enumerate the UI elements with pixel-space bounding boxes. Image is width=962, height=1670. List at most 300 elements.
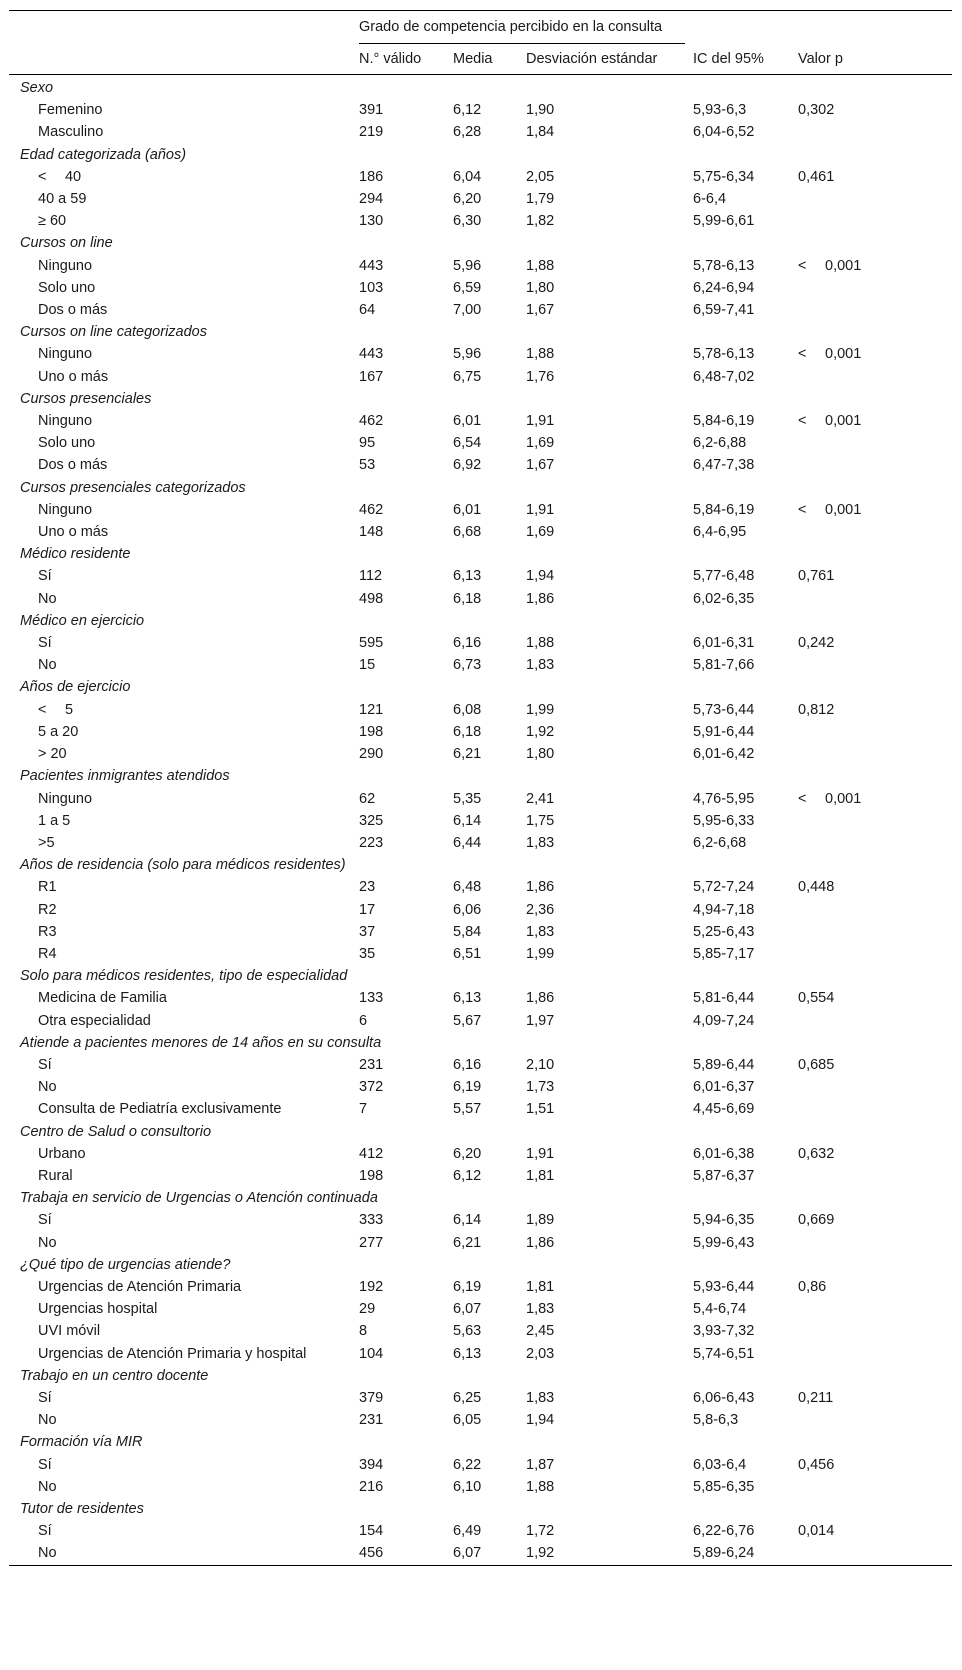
n-valido-cell: 62 bbox=[359, 790, 376, 807]
n-valido-cell: 462 bbox=[359, 501, 384, 518]
valor-p-cell bbox=[790, 1476, 952, 1498]
category-row bbox=[9, 1431, 952, 1453]
ic95-cell: 6,2-6,88 bbox=[693, 435, 747, 452]
row-label: R1 bbox=[38, 879, 57, 896]
valor-p-cell bbox=[790, 1343, 952, 1365]
category-row bbox=[9, 1032, 952, 1054]
media-cell: 6,04 bbox=[453, 168, 482, 185]
ic95-cell: 5,93-6,44 bbox=[693, 1278, 755, 1295]
desviacion-cell: 1,73 bbox=[526, 1079, 555, 1096]
n-valido-cell: 37 bbox=[359, 923, 376, 940]
category-row bbox=[9, 676, 952, 698]
ic95-cell: 5,78-6,13 bbox=[693, 346, 755, 363]
category-title: Pacientes inmigrantes atendidos bbox=[20, 768, 230, 785]
desviacion-cell: 1,76 bbox=[526, 368, 555, 385]
ic95-cell: 5,99-6,43 bbox=[693, 1234, 755, 1251]
row-label: 5 a 20 bbox=[38, 723, 79, 740]
media-cell: 6,18 bbox=[453, 590, 482, 607]
media-cell: 6,14 bbox=[453, 812, 482, 829]
row-label: >5 bbox=[38, 834, 55, 851]
ic95-cell: 5,87-6,37 bbox=[693, 1167, 755, 1184]
table-row bbox=[9, 899, 952, 921]
desviacion-cell: 1,81 bbox=[526, 1167, 555, 1184]
category-title: Trabaja en servicio de Urgencias o Atención continuada bbox=[20, 1190, 378, 1207]
desviacion-cell: 1,84 bbox=[526, 124, 555, 141]
ic95-cell: 5,81-6,44 bbox=[693, 990, 755, 1007]
table-row bbox=[9, 454, 952, 476]
category-title: Médico en ejercicio bbox=[20, 612, 145, 629]
ic95-cell: 5,85-6,35 bbox=[693, 1478, 755, 1495]
n-valido-cell: 216 bbox=[359, 1478, 384, 1495]
row-label: Urbano bbox=[38, 1145, 86, 1162]
n-valido-cell: 6 bbox=[359, 1012, 368, 1029]
table-row bbox=[9, 654, 952, 676]
n-valido-cell: 290 bbox=[359, 746, 384, 763]
ic95-cell: 4,45-6,69 bbox=[693, 1101, 755, 1118]
n-valido-cell: 148 bbox=[359, 524, 384, 541]
media-cell: 6,44 bbox=[453, 834, 482, 851]
valor-p-cell: 0,456 bbox=[798, 1456, 835, 1473]
row-label: Sí bbox=[38, 635, 52, 652]
ic95-cell: 5,77-6,48 bbox=[693, 568, 755, 585]
desviacion-cell: 1,99 bbox=[526, 701, 555, 718]
column-header-valor-p: Valor p bbox=[790, 44, 952, 75]
row-label: Sí bbox=[38, 1456, 52, 1473]
desviacion-cell: 1,67 bbox=[526, 457, 555, 474]
table-row bbox=[9, 921, 952, 943]
n-valido-cell: 231 bbox=[359, 1412, 384, 1429]
desviacion-cell: 1,92 bbox=[526, 723, 555, 740]
row-label: Medicina de Familia bbox=[38, 990, 167, 1007]
valor-p-cell: 0,014 bbox=[798, 1523, 835, 1540]
valor-p-cell bbox=[790, 743, 952, 765]
n-valido-cell: 64 bbox=[359, 302, 376, 319]
ic95-cell: 5,78-6,13 bbox=[693, 257, 755, 274]
ic95-cell: 5,74-6,51 bbox=[693, 1345, 755, 1362]
desviacion-cell: 1,67 bbox=[526, 302, 555, 319]
ic95-cell: 6,04-6,52 bbox=[693, 124, 755, 141]
media-cell: 5,96 bbox=[453, 257, 482, 274]
row-label: > 20 bbox=[38, 746, 67, 763]
row-label: Ninguno bbox=[38, 501, 93, 518]
valor-p-cell: 0,554 bbox=[798, 990, 835, 1007]
valor-p-cell bbox=[790, 654, 952, 676]
n-valido-cell: 277 bbox=[359, 1234, 384, 1251]
n-valido-cell: 8 bbox=[359, 1323, 368, 1340]
media-cell: 6,10 bbox=[453, 1478, 482, 1495]
column-header-ic95: IC del 95% bbox=[685, 44, 790, 75]
media-cell: 5,96 bbox=[453, 346, 482, 363]
row-label: No bbox=[38, 657, 57, 674]
valor-p-cell: 0,448 bbox=[798, 879, 835, 896]
n-valido-cell: 231 bbox=[359, 1056, 384, 1073]
desviacion-cell: 1,94 bbox=[526, 1412, 555, 1429]
row-label: Ninguno bbox=[38, 790, 93, 807]
media-cell: 6,19 bbox=[453, 1278, 482, 1295]
desviacion-cell: 1,88 bbox=[526, 1478, 555, 1495]
table-row bbox=[9, 432, 952, 454]
n-valido-cell: 443 bbox=[359, 346, 384, 363]
table-row bbox=[9, 1542, 952, 1565]
ic95-cell: 6,47-7,38 bbox=[693, 457, 755, 474]
table-row bbox=[9, 943, 952, 965]
category-title: Sexo bbox=[20, 80, 54, 96]
ic95-cell: 6,59-7,41 bbox=[693, 302, 755, 319]
row-label: < 40 bbox=[38, 168, 82, 185]
table-row bbox=[9, 410, 952, 432]
category-row bbox=[9, 854, 952, 876]
row-label: ≥ 60 bbox=[38, 213, 67, 230]
valor-p-cell: 0,302 bbox=[798, 102, 835, 119]
row-label: Uno o más bbox=[38, 368, 109, 385]
n-valido-cell: 53 bbox=[359, 457, 376, 474]
desviacion-cell: 1,80 bbox=[526, 746, 555, 763]
category-row bbox=[9, 388, 952, 410]
row-label: Ninguno bbox=[38, 257, 93, 274]
desviacion-cell: 1,91 bbox=[526, 1145, 555, 1162]
table-row bbox=[9, 99, 952, 121]
category-row bbox=[9, 965, 952, 987]
valor-p-cell bbox=[790, 277, 952, 299]
category-title: Años de ejercicio bbox=[20, 679, 131, 696]
ic95-cell: 6,06-6,43 bbox=[693, 1389, 755, 1406]
desviacion-cell: 1,83 bbox=[526, 1301, 555, 1318]
category-row bbox=[9, 477, 952, 499]
table-row bbox=[9, 343, 952, 365]
desviacion-cell: 1,91 bbox=[526, 413, 555, 430]
results-table-container bbox=[9, 10, 952, 1566]
table-row bbox=[9, 1454, 952, 1476]
ic95-cell: 4,94-7,18 bbox=[693, 901, 755, 918]
valor-p-cell: 0,632 bbox=[798, 1145, 835, 1162]
n-valido-cell: 95 bbox=[359, 435, 376, 452]
category-title: Tutor de residentes bbox=[20, 1501, 144, 1517]
ic95-cell: 6,03-6,4 bbox=[693, 1456, 747, 1473]
row-label: Rural bbox=[38, 1167, 73, 1184]
valor-p-cell: < 0,001 bbox=[798, 501, 862, 518]
n-valido-cell: 498 bbox=[359, 590, 384, 607]
ic95-cell: 6,01-6,42 bbox=[693, 746, 755, 763]
n-valido-cell: 595 bbox=[359, 635, 384, 652]
desviacion-cell: 1,88 bbox=[526, 635, 555, 652]
valor-p-cell bbox=[790, 1232, 952, 1254]
n-valido-cell: 372 bbox=[359, 1079, 384, 1096]
table-row bbox=[9, 565, 952, 587]
media-cell: 6,12 bbox=[453, 102, 482, 119]
desviacion-cell: 1,86 bbox=[526, 1234, 555, 1251]
media-cell: 5,67 bbox=[453, 1012, 482, 1029]
table-row bbox=[9, 1054, 952, 1076]
valor-p-cell bbox=[790, 299, 952, 321]
media-cell: 6,16 bbox=[453, 635, 482, 652]
table-row bbox=[9, 743, 952, 765]
media-cell: 6,51 bbox=[453, 945, 482, 962]
valor-p-cell bbox=[790, 188, 952, 210]
n-valido-cell: 23 bbox=[359, 879, 376, 896]
category-row bbox=[9, 144, 952, 166]
n-valido-cell: 462 bbox=[359, 413, 384, 430]
row-label: 1 a 5 bbox=[38, 812, 71, 829]
n-valido-cell: 17 bbox=[359, 901, 376, 918]
n-valido-cell: 29 bbox=[359, 1301, 376, 1318]
desviacion-cell: 1,51 bbox=[526, 1101, 555, 1118]
media-cell: 6,01 bbox=[453, 501, 482, 518]
row-label: No bbox=[38, 590, 57, 607]
table-row bbox=[9, 1343, 952, 1365]
media-cell: 6,13 bbox=[453, 990, 482, 1007]
desviacion-cell: 1,86 bbox=[526, 590, 555, 607]
row-label: Sí bbox=[38, 1056, 52, 1073]
column-header-media: Media bbox=[445, 44, 518, 75]
valor-p-cell bbox=[790, 1165, 952, 1187]
category-title: Atiende a pacientes menores de 14 años en su consulta bbox=[20, 1034, 382, 1051]
valor-p-cell: 0,86 bbox=[798, 1278, 827, 1295]
row-label: Solo uno bbox=[38, 279, 96, 296]
media-cell: 6,75 bbox=[453, 368, 482, 385]
table-row bbox=[9, 987, 952, 1009]
desviacion-cell: 1,97 bbox=[526, 1012, 555, 1029]
row-label: Femenino bbox=[38, 102, 103, 119]
table-header bbox=[9, 11, 952, 75]
desviacion-cell: 1,89 bbox=[526, 1212, 555, 1229]
n-valido-cell: 198 bbox=[359, 723, 384, 740]
desviacion-cell: 1,83 bbox=[526, 923, 555, 940]
media-cell: 6,07 bbox=[445, 1542, 518, 1565]
valor-p-cell: < 0,001 bbox=[798, 257, 862, 274]
n-valido-cell: 192 bbox=[359, 1278, 384, 1295]
ic95-cell: 4,09-7,24 bbox=[693, 1012, 755, 1029]
category-title: ¿Qué tipo de urgencias atiende? bbox=[20, 1256, 231, 1273]
row-label: Sí bbox=[38, 1212, 52, 1229]
n-valido-cell: 104 bbox=[359, 1345, 384, 1362]
media-cell: 6,21 bbox=[453, 746, 482, 763]
table-row bbox=[9, 1098, 952, 1120]
media-cell: 6,21 bbox=[453, 1234, 482, 1251]
media-cell: 6,59 bbox=[453, 279, 482, 296]
row-label: Dos o más bbox=[38, 302, 108, 319]
ic95-cell: 5,4-6,74 bbox=[693, 1301, 747, 1318]
media-cell: 6,20 bbox=[453, 1145, 482, 1162]
ic95-cell: 6,48-7,02 bbox=[693, 368, 755, 385]
category-title: Cursos on line categorizados bbox=[20, 324, 207, 341]
table-row bbox=[9, 1143, 952, 1165]
desviacion-cell: 1,69 bbox=[526, 435, 555, 452]
category-title: Centro de Salud o consultorio bbox=[20, 1123, 212, 1140]
ic95-cell: 5,95-6,33 bbox=[693, 812, 755, 829]
ic95-cell: 6,02-6,35 bbox=[693, 590, 755, 607]
ic95-cell: 5,73-6,44 bbox=[693, 701, 755, 718]
valor-p-cell: 0,211 bbox=[798, 1389, 834, 1406]
ic95-cell: 6,24-6,94 bbox=[693, 279, 755, 296]
ic95-cell: 5,8-6,3 bbox=[693, 1412, 739, 1429]
media-cell: 5,35 bbox=[453, 790, 482, 807]
ic95-cell: 5,75-6,34 bbox=[693, 168, 755, 185]
table-row bbox=[9, 632, 952, 654]
n-valido-cell: 294 bbox=[359, 191, 384, 208]
table-row bbox=[9, 1165, 952, 1187]
ic95-cell: 6,4-6,95 bbox=[693, 524, 747, 541]
row-label: Dos o más bbox=[38, 457, 108, 474]
ic95-cell: 5,94-6,35 bbox=[693, 1212, 755, 1229]
row-label: Otra especialidad bbox=[38, 1012, 151, 1029]
row-label: No bbox=[38, 1478, 57, 1495]
valor-p-cell: 0,669 bbox=[798, 1212, 835, 1229]
media-cell: 5,57 bbox=[453, 1101, 482, 1118]
valor-p-cell bbox=[790, 1320, 952, 1342]
media-cell: 6,08 bbox=[453, 701, 482, 718]
table-row bbox=[9, 699, 952, 721]
table-row bbox=[9, 366, 952, 388]
ic95-cell: 6-6,4 bbox=[693, 191, 727, 208]
desviacion-cell: 1,80 bbox=[526, 279, 555, 296]
row-label: Ninguno bbox=[38, 413, 93, 430]
valor-p-cell bbox=[790, 454, 952, 476]
ic95-cell: 5,84-6,19 bbox=[693, 413, 755, 430]
media-cell: 6,20 bbox=[453, 191, 482, 208]
row-label: UVI móvil bbox=[38, 1323, 101, 1340]
desviacion-cell: 1,88 bbox=[526, 257, 555, 274]
ic95-cell: 6,22-6,76 bbox=[693, 1523, 755, 1540]
ic95-cell: 5,99-6,61 bbox=[693, 213, 755, 230]
ic95-cell: 5,81-7,66 bbox=[693, 657, 755, 674]
media-cell: 6,18 bbox=[453, 723, 482, 740]
category-row bbox=[9, 1365, 952, 1387]
table-row bbox=[9, 1320, 952, 1342]
n-valido-cell: 112 bbox=[359, 568, 383, 585]
desviacion-cell: 1,99 bbox=[526, 945, 555, 962]
ic95-cell: 5,89-6,44 bbox=[693, 1056, 755, 1073]
ic95-cell: 5,93-6,3 bbox=[693, 102, 747, 119]
category-title: Formación vía MIR bbox=[20, 1434, 143, 1451]
category-row bbox=[9, 765, 952, 787]
n-valido-cell: 412 bbox=[359, 1145, 384, 1162]
category-title: Trabajo en un centro docente bbox=[20, 1367, 209, 1384]
row-label: Solo uno bbox=[38, 435, 96, 452]
category-row bbox=[9, 543, 952, 565]
table-row bbox=[9, 1076, 952, 1098]
category-title: Cursos presenciales categorizados bbox=[20, 479, 246, 496]
ic95-cell: 5,72-7,24 bbox=[693, 879, 755, 896]
category-row bbox=[9, 610, 952, 632]
valor-p-cell: 0,685 bbox=[798, 1056, 835, 1073]
media-cell: 6,49 bbox=[453, 1523, 482, 1540]
category-row bbox=[9, 1187, 952, 1209]
table-row bbox=[9, 277, 952, 299]
media-cell: 6,07 bbox=[453, 1301, 482, 1318]
valor-p-cell bbox=[790, 366, 952, 388]
desviacion-cell: 1,79 bbox=[526, 191, 555, 208]
desviacion-cell: 1,82 bbox=[526, 213, 555, 230]
table-row bbox=[9, 1232, 952, 1254]
n-valido-cell: 333 bbox=[359, 1212, 384, 1229]
table-row bbox=[9, 1209, 952, 1231]
desviacion-cell: 1,83 bbox=[526, 657, 555, 674]
n-valido-cell: 391 bbox=[359, 102, 384, 119]
n-valido-cell: 186 bbox=[359, 168, 384, 185]
ic95-cell: 4,76-5,95 bbox=[693, 790, 755, 807]
row-label: 40 a 59 bbox=[38, 191, 87, 208]
table-row bbox=[9, 1010, 952, 1032]
ic95-cell: 3,93-7,32 bbox=[693, 1323, 755, 1340]
media-cell: 6,68 bbox=[453, 524, 482, 541]
row-label: Urgencias hospital bbox=[38, 1301, 158, 1318]
media-cell: 5,63 bbox=[453, 1323, 482, 1340]
n-valido-cell: 223 bbox=[359, 834, 384, 851]
media-cell: 6,92 bbox=[453, 457, 482, 474]
valor-p-cell bbox=[790, 1076, 952, 1098]
table-row bbox=[9, 721, 952, 743]
n-valido-cell: 103 bbox=[359, 279, 384, 296]
valor-p-cell bbox=[790, 210, 952, 232]
ic95-cell: 6,01-6,31 bbox=[693, 635, 755, 652]
desviacion-cell: 1,94 bbox=[526, 568, 555, 585]
ic95-cell: 6,01-6,38 bbox=[693, 1145, 755, 1162]
valor-p-cell bbox=[790, 810, 952, 832]
row-label: R2 bbox=[38, 901, 57, 918]
category-row bbox=[9, 75, 952, 100]
table-row bbox=[9, 521, 952, 543]
row-label: Sí bbox=[38, 1523, 52, 1540]
desviacion-cell: 1,75 bbox=[526, 812, 555, 829]
row-label: Uno o más bbox=[38, 524, 109, 541]
n-valido-cell: 456 bbox=[351, 1542, 445, 1565]
desviacion-cell: 1,88 bbox=[526, 346, 555, 363]
desviacion-cell: 1,91 bbox=[526, 501, 555, 518]
n-valido-cell: 394 bbox=[359, 1456, 384, 1473]
n-valido-cell: 154 bbox=[359, 1523, 384, 1540]
media-cell: 6,01 bbox=[453, 413, 482, 430]
n-valido-cell: 15 bbox=[359, 657, 376, 674]
media-cell: 6,30 bbox=[453, 213, 482, 230]
desviacion-cell: 1,92 bbox=[518, 1542, 685, 1565]
media-cell: 6,73 bbox=[453, 657, 482, 674]
row-label: R4 bbox=[38, 945, 57, 962]
valor-p-cell bbox=[790, 832, 952, 854]
n-valido-cell: 121 bbox=[359, 701, 384, 718]
media-cell: 6,14 bbox=[453, 1212, 482, 1229]
media-cell: 5,84 bbox=[453, 923, 482, 940]
media-cell: 6,54 bbox=[453, 435, 482, 452]
table-row bbox=[9, 1387, 952, 1409]
category-title: Solo para médicos residentes, tipo de especialidad bbox=[20, 968, 348, 985]
category-title: Médico residente bbox=[20, 546, 131, 563]
valor-p-cell: 0,761 bbox=[798, 568, 835, 585]
n-valido-cell: 379 bbox=[359, 1389, 384, 1406]
media-cell: 7,00 bbox=[453, 302, 482, 319]
table-row bbox=[9, 210, 952, 232]
column-header-n-valido: N.° válido bbox=[351, 44, 445, 75]
desviacion-cell: 1,87 bbox=[526, 1456, 555, 1473]
row-label: No bbox=[9, 1542, 351, 1565]
valor-p-cell bbox=[790, 943, 952, 965]
row-label: No bbox=[38, 1234, 57, 1251]
media-cell: 6,25 bbox=[453, 1389, 482, 1406]
valor-p-cell bbox=[790, 1098, 952, 1120]
table-row bbox=[9, 188, 952, 210]
desviacion-cell: 1,72 bbox=[526, 1523, 555, 1540]
desviacion-cell: 1,83 bbox=[526, 834, 555, 851]
table-row bbox=[9, 1298, 952, 1320]
valor-p-cell bbox=[790, 921, 952, 943]
n-valido-cell: 35 bbox=[359, 945, 376, 962]
desviacion-cell: 1,83 bbox=[526, 1389, 555, 1406]
valor-p-cell: < 0,001 bbox=[798, 346, 862, 363]
category-row bbox=[9, 232, 952, 254]
row-label: < 5 bbox=[38, 701, 74, 718]
row-label: Ninguno bbox=[38, 346, 93, 363]
media-cell: 6,05 bbox=[453, 1412, 482, 1429]
valor-p-cell: 0,812 bbox=[798, 701, 835, 718]
